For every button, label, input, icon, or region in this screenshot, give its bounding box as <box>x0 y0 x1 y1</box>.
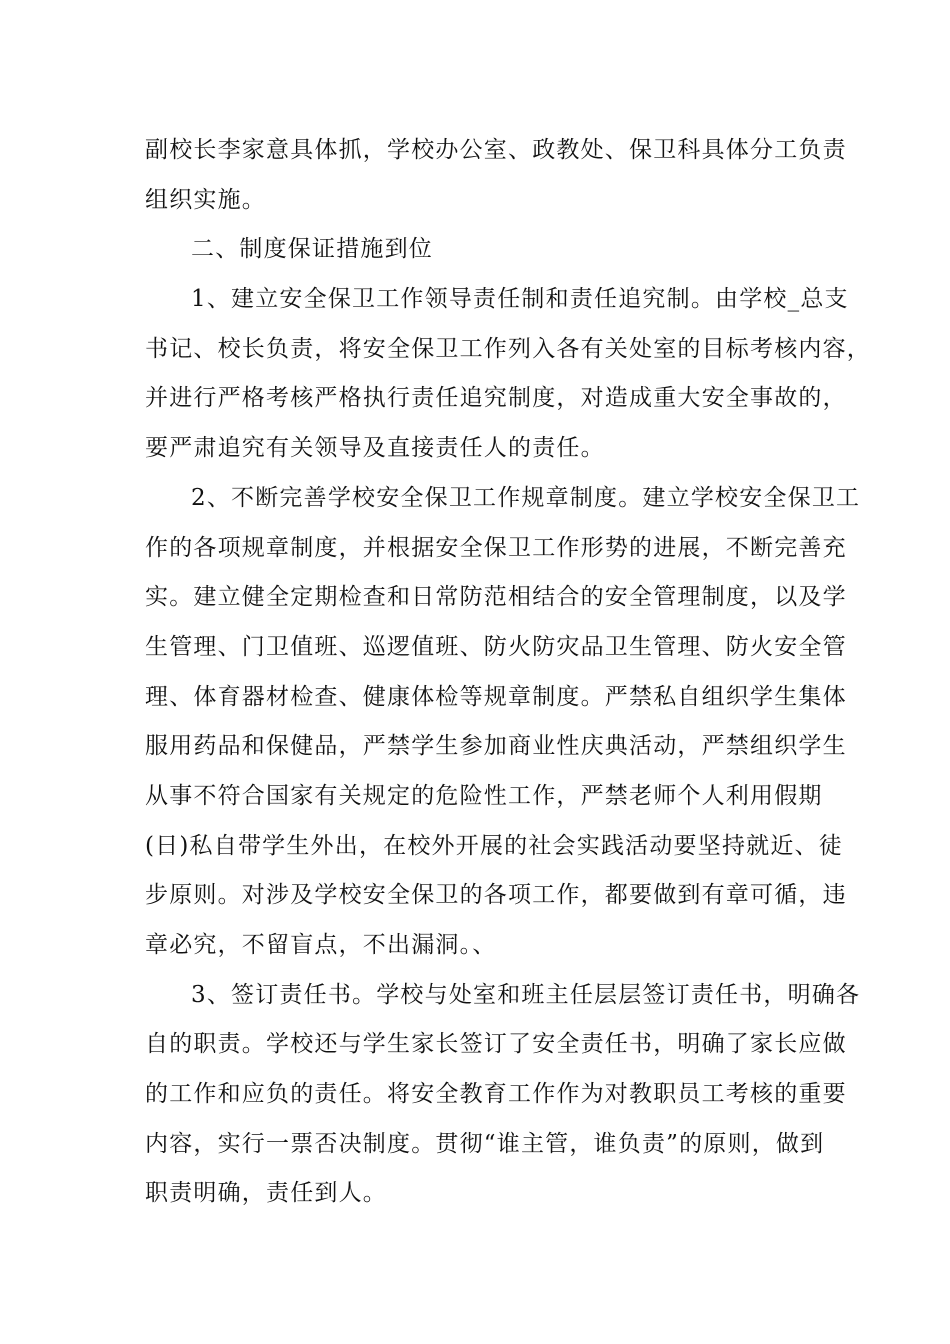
text-line: 章必究，不留盲点，不出漏洞。、 <box>145 932 497 958</box>
document-body <box>145 126 871 1219</box>
text-line: 并进行严格考核严格执行责任追究制度，对造成重大安全事故的， <box>145 385 847 412</box>
text-line: 职责明确，责任到人。 <box>145 1180 387 1207</box>
text-line: 2、不断完善学校安全保卫工作规章制度。建立学校安全保卫工 <box>191 484 861 511</box>
text-line: 自的职责。学校还与学生家长签订了安全责任书，明确了家长应做 <box>145 1031 847 1058</box>
text-line: 生管理、门卫值班、巡逻值班、防火防灾品卫生管理、防火安全管 <box>145 633 847 660</box>
text-line: 作的各项规章制度，并根据安全保卫工作形势的进展，不断完善充 <box>145 534 847 561</box>
text-line: 内容，实行一票否决制度。贯彻“谁主管，谁负责”的原则，做到 <box>145 1130 825 1157</box>
text-line: 3、签订责任书。学校与处室和班主任层层签订责任书，明确各 <box>191 981 861 1008</box>
text-line: 服用药品和保健品，严禁学生参加商业性庆典活动，严禁组织学生 <box>145 733 847 760</box>
text-line: 理、体育器材检查、健康体检等规章制度。严禁私自组织学生集体 <box>145 683 847 710</box>
text-line: 步原则。对涉及学校安全保卫的各项工作，都要做到有章可循，违 <box>145 882 847 909</box>
text-line: (日)私自带学生外出，在校外开展的社会实践活动要坚持就近、徒 <box>145 832 843 859</box>
text-line: 从事不符合国家有关规定的危险性工作，严禁老师个人利用假期 <box>145 782 823 809</box>
text-line: 的工作和应负的责任。将安全教育工作作为对教职员工考核的重要 <box>145 1081 847 1108</box>
text-line: 要严肃追究有关领导及直接责任人的责任。 <box>145 435 605 462</box>
text-line: 实。建立健全定期检查和日常防范相结合的安全管理制度，以及学 <box>145 584 847 611</box>
text-line: 1、建立安全保卫工作领导责任制和责任追究制。由学校_总支 <box>191 286 849 313</box>
text-line: 书记、校长负责，将安全保卫工作列入各有关处室的目标考核内容， <box>145 335 871 362</box>
text-line: 副校长李家意具体抓，学校办公室、政教处、保卫科具体分工负责 <box>145 137 847 163</box>
text-line: 组织实施。 <box>145 186 266 213</box>
section-heading: 二、制度保证措施到位 <box>191 236 433 263</box>
